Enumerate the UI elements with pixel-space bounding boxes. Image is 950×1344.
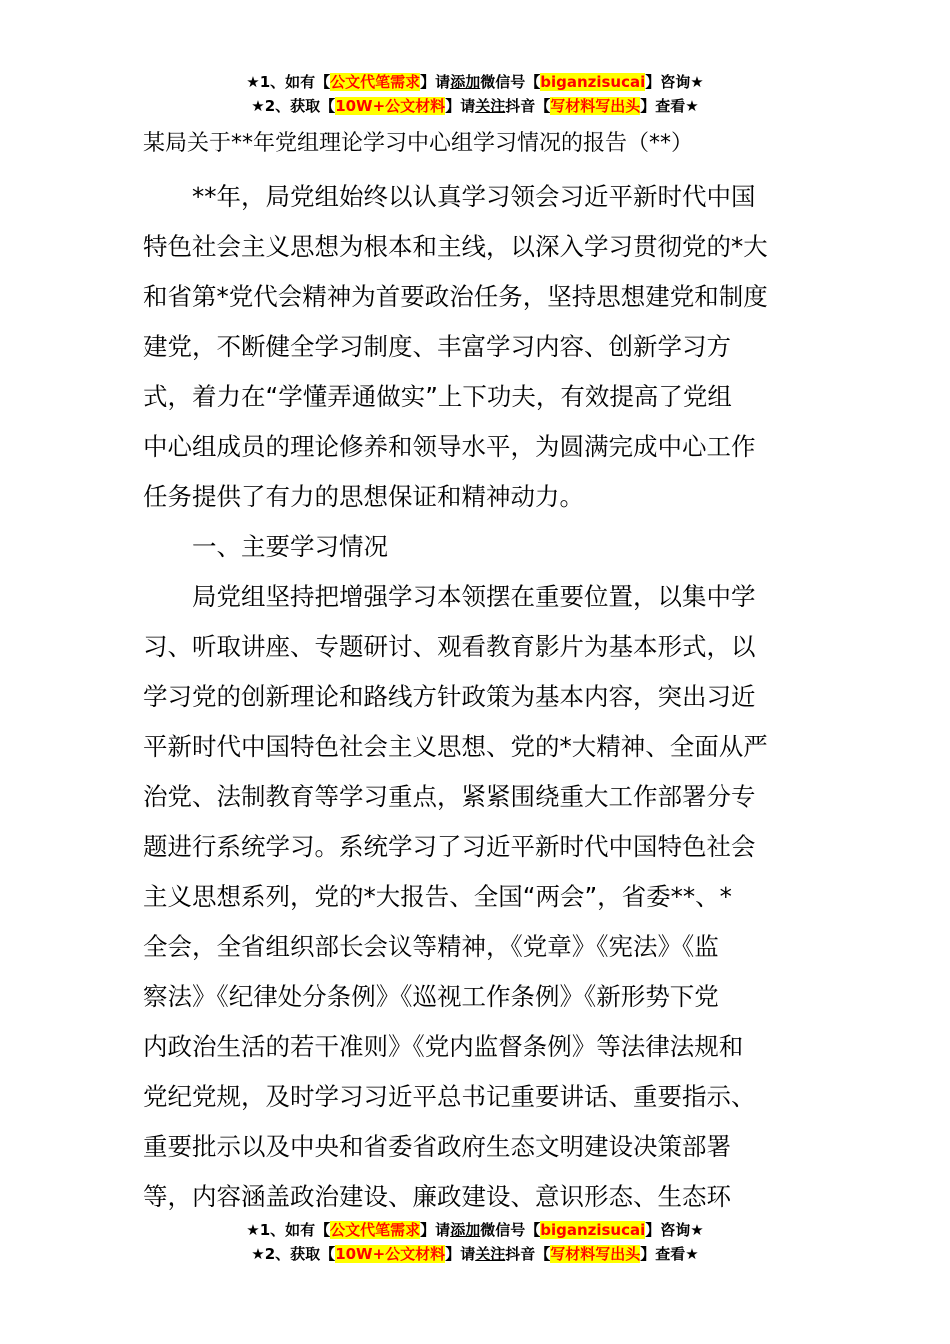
promo-highlight: 10W+公文材料 (335, 1245, 446, 1263)
body-line: **年，局党组始终以认真学习领会习近平新时代中国 (192, 182, 756, 211)
promo-line-1 (0, 1218, 950, 1242)
bottom-promo-banner (0, 1218, 950, 1266)
body-line: 建党，不断健全学习制度、丰富学习内容、创新学习方 (143, 332, 731, 361)
body-line: 内政治生活的若干准则》《党内监督条例》等法律法规和 (143, 1032, 744, 1061)
promo-text: ★2、获取【 (251, 97, 336, 115)
body-line: 学习党的创新理论和路线方针政策为基本内容，突出习近 (143, 682, 756, 711)
promo-underlined-text: 关注 (475, 1245, 506, 1263)
promo-underlined-text: 添加 (450, 73, 481, 91)
promo-text: 】请 (420, 1221, 451, 1239)
promo-text: ★1、如有【 (246, 1221, 331, 1239)
promo-text: 抖音【 (505, 1245, 551, 1263)
promo-line-1 (0, 70, 950, 94)
promo-text: 】请 (445, 97, 476, 115)
promo-highlight: 公文代笔需求 (330, 73, 421, 91)
promo-underlined-text: 关注 (475, 97, 506, 115)
body-line: 任务提供了有力的思想保证和精神动力。 (143, 482, 584, 511)
body-line: 局党组坚持把增强学习本领摆在重要位置，以集中学 (192, 582, 756, 611)
promo-text: ★1、如有【 (246, 73, 331, 91)
body-line: 中心组成员的理论修养和领导水平，为圆满完成中心工作 (143, 432, 756, 461)
promo-text: 】查看★ (640, 97, 699, 115)
promo-highlight: 公文代笔需求 (330, 1221, 421, 1239)
promo-text: 】咨询★ (645, 73, 704, 91)
promo-highlight: 写材料写出头 (550, 97, 641, 115)
body-line: 平新时代中国特色社会主义思想、党的*大精神、全面从严 (143, 732, 768, 761)
body-line: 等，内容涵盖政治建设、廉政建设、意识形态、生态环 (143, 1182, 731, 1211)
body-line: 察法》《纪律处分条例》《巡视工作条例》《新形势下党 (143, 982, 719, 1011)
promo-highlight: 10W+公文材料 (335, 97, 446, 115)
document-body (143, 124, 807, 1222)
promo-text: 】请 (420, 73, 451, 91)
promo-text: 微信号【 (480, 73, 541, 91)
promo-line-2 (0, 94, 950, 118)
body-line: 题进行系统学习。系统学习了习近平新时代中国特色社会 (143, 832, 756, 861)
promo-text: 】请 (445, 1245, 476, 1263)
body-line: 特色社会主义思想为根本和主线，以深入学习贯彻党的*大 (143, 232, 768, 261)
promo-underlined-text: 添加 (450, 1221, 481, 1239)
body-line: 党纪党规，及时学习习近平总书记重要讲话、重要指示、 (143, 1082, 756, 1111)
body-line: 和省第*党代会精神为首要政治任务，坚持思想建党和制度 (143, 282, 768, 311)
promo-text: 抖音【 (505, 97, 551, 115)
promo-highlight: biganzisucai (540, 1221, 646, 1239)
body-line: 重要批示以及中央和省委省政府生态文明建设决策部署 (143, 1132, 731, 1161)
body-line: 全会，全省组织部长会议等精神，《党章》《宪法》《监 (143, 932, 719, 961)
promo-text: 微信号【 (480, 1221, 541, 1239)
promo-text: 】查看★ (640, 1245, 699, 1263)
body-line: 治党、法制教育等学习重点，紧紧围绕重大工作部署分专 (143, 782, 756, 811)
promo-line-2 (0, 1242, 950, 1266)
top-promo-banner (0, 70, 950, 118)
promo-highlight: biganzisucai (540, 73, 646, 91)
promo-text: ★2、获取【 (251, 1245, 336, 1263)
section-heading: 一、主要学习情况 (192, 532, 388, 561)
body-line: 主义思想系列，党的*大报告、全国“两会”，省委**、* (143, 882, 732, 911)
body-line: 式，着力在“学懂弄通做实”上下功夫，有效提高了党组 (143, 382, 732, 411)
promo-highlight: 写材料写出头 (550, 1245, 641, 1263)
promo-text: 】咨询★ (645, 1221, 704, 1239)
document-title: 某局关于**年党组理论学习中心组学习情况的报告（**） (143, 131, 694, 156)
body-line: 习、听取讲座、专题研讨、观看教育影片为基本形式，以 (143, 632, 756, 661)
